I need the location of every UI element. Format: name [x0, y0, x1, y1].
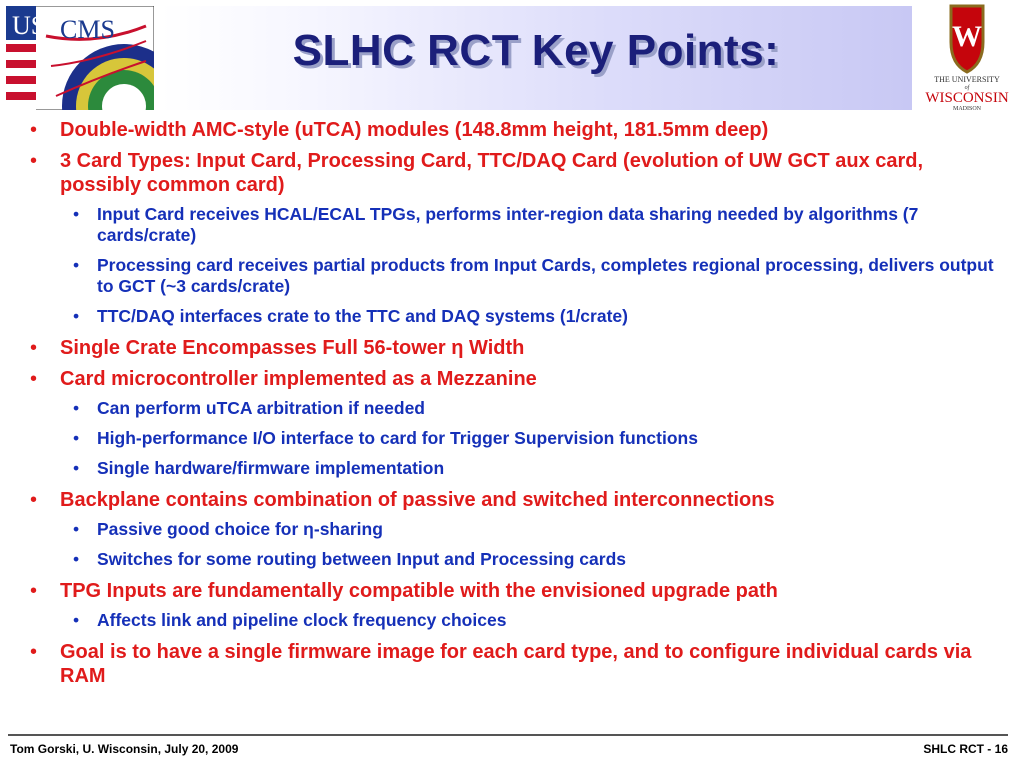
slide-header	[0, 0, 1024, 112]
sub-bullet-item: • Passive good choice for η-sharing	[97, 519, 994, 540]
bullet-item: • Single Crate Encompasses Full 56-tower η Width	[60, 336, 996, 360]
bullet-item: • 3 Card Types: Input Card, Processing Card, TTC/DAQ Card (evolution of UW GCT aux card, possibly common card)	[60, 149, 996, 197]
uw-logo-sub-text: MADISON	[952, 106, 982, 112]
bullet-item: • Double-width AMC-style (uTCA) modules (148.8mm height, 181.5mm deep)	[60, 118, 996, 142]
sub-bullet-item: • Switches for some routing between Input and Processing cards	[97, 549, 994, 570]
uw-logo-name-text: WISCONSIN	[925, 90, 1009, 106]
svg-text:of: of	[964, 85, 970, 91]
bullet-item: • TPG Inputs are fundamentally compatible with the envisioned upgrade path	[60, 579, 996, 603]
uw-logo-w-text: W	[952, 20, 982, 53]
sub-bullet-item: • Input Card receives HCAL/ECAL TPGs, performs inter-region data sharing needed by algorithms (7 cards/crate)	[97, 204, 994, 246]
sub-bullet-item: • TTC/DAQ interfaces crate to the TTC and DAQ systems (1/crate)	[97, 306, 994, 327]
uscms-logo-cms-text: CMS	[60, 15, 115, 44]
footer-author: Tom Gorski, U. Wisconsin, July 20, 2009	[10, 742, 239, 756]
sub-bullet-item: • Can perform uTCA arbitration if needed	[97, 398, 994, 419]
slide-title: SLHC RCT Key Points:	[292, 26, 780, 75]
bullet-item: • Goal is to have a single firmware image for each card type, and to configure individual cards via RAM	[60, 640, 996, 688]
bullet-item: • Card microcontroller implemented as a Mezzanine	[60, 367, 996, 391]
uscms-logo-us-text: US	[12, 11, 46, 40]
sub-bullet-item: • Single hardware/firmware implementation	[97, 458, 994, 479]
uw-logo-top-text: THE UNIVERSITY	[934, 75, 1000, 84]
sub-bullet-item: • Processing card receives partial products from Input Cards, completes regional processing, delivers output to GCT (~3 cards/crate)	[97, 255, 994, 297]
bullet-list	[0, 118, 1024, 695]
bullet-item: • Backplane contains combination of passive and switched interconnections	[60, 488, 996, 512]
footer-page-number: SHLC RCT - 16	[923, 742, 1008, 756]
uscms-logo	[6, 6, 154, 110]
sub-bullet-item: • High-performance I/O interface to card for Trigger Supervision functions	[97, 428, 994, 449]
uw-logo	[912, 2, 1022, 112]
footer-divider	[8, 734, 1008, 736]
sub-bullet-item: • Affects link and pipeline clock frequency choices	[97, 610, 994, 631]
